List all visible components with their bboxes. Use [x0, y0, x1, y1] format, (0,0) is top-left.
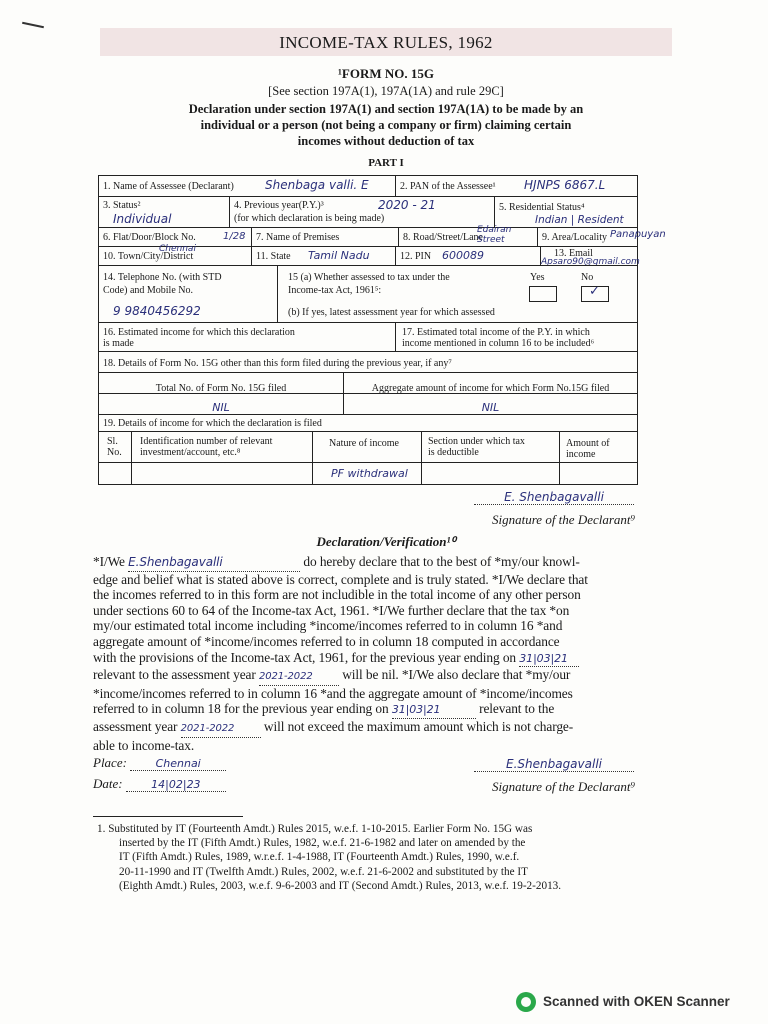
- field-19-label: 19. Details of income for which the declaration is filed: [103, 418, 322, 429]
- field-16-cell: [98, 322, 396, 352]
- field-15a-line-2: Income-tax Act, 1961⁵:: [288, 285, 382, 296]
- field-5-value: Indian | Resident: [535, 214, 624, 226]
- field-1-label: 1. Name of Assessee (Declarant): [103, 181, 234, 192]
- field-10-value: Chennai: [159, 244, 196, 254]
- field-18-col-1-value: NIL: [212, 401, 230, 414]
- verification-line-4: under sections 60 to 64 of the Income-tax Act, 1961. *I/We further declare that the tax *on: [93, 602, 570, 618]
- field-19-col-id: [131, 431, 313, 463]
- field-15a-line-1: 15 (a) Whether assessed to tax under the: [288, 272, 450, 283]
- footnote-line-4: 20-11-1990 and IT (Twelfth Amdt.) Rules, 2002, w.e.f. 21-6-2002 and substituted by the IT: [119, 865, 528, 878]
- field-19-col-sl-2: No.: [107, 447, 122, 458]
- field-2-label: 2. PAN of the Assessee¹: [400, 181, 496, 192]
- verification-body: [93, 554, 665, 753]
- field-4-label: 4. Previous year(P.Y.)³: [234, 200, 324, 211]
- field-8-value: Edairan Street: [477, 225, 512, 245]
- signature-1-handwritten: E. Shenbagavalli: [474, 490, 634, 505]
- field-19-col-nature-label: Nature of income: [329, 438, 399, 449]
- field-12-value: 600089: [442, 249, 484, 262]
- field-10-label: 10. Town/City/District: [103, 251, 194, 262]
- field-15-no-tick: ✓: [589, 284, 600, 299]
- field-7-label: 7. Name of Premises: [256, 232, 340, 243]
- verification-l10-prefix: referred to in column 18 for the previous year ending on: [93, 701, 389, 717]
- verification-l1-suffix: do hereby declare that to the best of *my/our knowl-: [303, 554, 580, 569]
- place-label: Place:: [93, 755, 127, 770]
- field-3-value: Individual: [113, 212, 172, 226]
- field-4-value: 2020 - 21: [378, 198, 436, 212]
- field-19-col-amount-label: Amount of income: [566, 438, 610, 460]
- field-13-cell: [540, 246, 638, 266]
- field-19-nature-value: PF withdrawal: [331, 467, 408, 480]
- verification-line-9: *income/incomes referred to in column 16 *and the aggregate amount of *income/incomes: [93, 685, 573, 701]
- verification-name: E.Shenbagavalli: [128, 555, 300, 572]
- verification-line-10: [93, 701, 665, 719]
- form-table: [98, 175, 666, 485]
- scanner-watermark: [516, 990, 761, 1014]
- field-1-value: Shenbaga valli. E: [265, 178, 369, 192]
- field-18-col-1-label: Total No. of Form No. 15G filed: [155, 383, 287, 394]
- field-6-label: 6. Flat/Door/Block No.: [103, 232, 196, 243]
- field-19-row-id: [131, 462, 313, 485]
- field-19-col-id-2: investment/account, etc.⁸: [140, 447, 241, 458]
- date-label: Date:: [93, 776, 123, 791]
- signature-2-label: Signature of the Declarant⁹: [492, 779, 636, 794]
- field-12-label: 12. PIN: [400, 251, 432, 262]
- field-18-col-2-value-cell: [343, 393, 638, 415]
- field-17-label-2: income mentioned in column 16 to be included⁶: [402, 338, 595, 349]
- footnote-line-2: inserted by the IT (Fifth Amdt.) Rules, 1982, w.e.f. 21-6-1982 and later on amended by the: [119, 837, 526, 850]
- field-9-cell: [537, 227, 666, 247]
- verification-l11-prefix: assessment year: [93, 718, 178, 734]
- field-16-label-2: is made: [103, 338, 134, 349]
- field-8-label: 8. Road/Street/Lane: [403, 232, 483, 243]
- date-row: [93, 776, 226, 792]
- field-19-col-section-2: is deductible: [428, 447, 479, 458]
- field-9-label: 9. Area/Locality: [542, 232, 607, 243]
- footnote-line-5: (Eighth Amdt.) Rules, 2003, w.e.f. 9-6-2003 and IT (Second Amdt.) Rules, 2013, w.e.f. 19-2-2013.: [119, 879, 562, 892]
- form-number: ¹FORM NO. 15G: [338, 66, 434, 81]
- verification-line-8: [93, 667, 665, 686]
- field-18-col-2-header: [343, 372, 638, 394]
- field-7-cell: [251, 227, 399, 247]
- see-section: [See section 197A(1), 197A(1A) and rule 29C]: [268, 84, 504, 98]
- field-15-no-checkbox[interactable]: [581, 286, 609, 302]
- field-14-value: 9 9840456292: [113, 304, 201, 318]
- field-5-label: 5. Residential Status⁴: [499, 202, 585, 213]
- field-8-cell: [398, 227, 538, 247]
- declaration-heading-2: individual or a person (not being a company or firm) claiming certain: [200, 118, 572, 132]
- verification-heading: Declaration/Verification¹⁰: [316, 534, 456, 549]
- field-4-sub: (for which declaration is being made): [234, 213, 385, 224]
- field-18-cell: [98, 351, 638, 373]
- date-value: 14|02|23: [126, 778, 226, 792]
- scanner-label: Scanned with OKEN Scanner: [543, 994, 730, 1009]
- field-18-label: 18. Details of Form No. 15G other than this form filed during the previous year, if any⁷: [103, 358, 452, 369]
- field-11-cell: [251, 246, 396, 266]
- verification-line-11: [93, 719, 665, 738]
- verification-assessment-year-1: 2021-2022: [259, 669, 339, 686]
- place-value: Chennai: [130, 757, 226, 771]
- field-6-value: 1/28: [223, 231, 246, 242]
- field-13-value: Apsaro90@gmail.com: [541, 257, 640, 267]
- footnote: [97, 822, 672, 893]
- field-2-value: HJNPS 6867.L: [524, 178, 606, 192]
- field-14-label-1: 14. Telephone No. (with STD: [103, 272, 222, 283]
- signature-2-handwritten: E.Shenbagavalli: [474, 757, 634, 772]
- field-3-label: 3. Status²: [103, 200, 141, 211]
- field-14-label-2: Code) and Mobile No.: [103, 285, 193, 296]
- field-19-row-sl: [98, 462, 132, 485]
- verification-l1-prefix: *I/We: [93, 554, 125, 569]
- verification-line-1: [93, 554, 665, 572]
- field-15-yes-checkbox[interactable]: [529, 286, 557, 302]
- verification-l8-suffix: will be nil. *I/We also declare that *my/our: [342, 667, 571, 683]
- footnote-line-1: 1. Substituted by IT (Fourteenth Amdt.) Rules 2015, w.e.f. 1-10-2015. Earlier Form No. 15G was: [97, 823, 533, 835]
- field-15-yes-label: Yes: [530, 272, 545, 283]
- declaration-heading-3: incomes without deduction of tax: [297, 134, 475, 148]
- field-15b-label: (b) If yes, latest assessment year for which assessed: [288, 307, 495, 318]
- field-17-cell: [395, 322, 638, 352]
- verification-line-2: edge and belief what is stated above is correct, complete and is truly stated. *I/We declare that: [93, 571, 588, 587]
- field-19-col-nature: [312, 431, 422, 463]
- field-15-cell: [277, 265, 638, 323]
- verification-l10-suffix: relevant to the: [479, 701, 555, 717]
- verification-line-6: aggregate amount of *income/incomes referred to in column 18 computed in accordance: [93, 633, 560, 649]
- field-15-no-label: No: [581, 272, 594, 283]
- field-19-col-sl-1: Sl.: [107, 436, 118, 447]
- field-11-label: 11. State: [256, 251, 291, 262]
- field-11-value: Tamil Nadu: [308, 249, 370, 262]
- field-5-cell: [494, 196, 638, 228]
- field-19-row-section: [421, 462, 560, 485]
- field-18-col-1-value-cell: [98, 393, 344, 415]
- field-19-col-sl: [98, 431, 132, 463]
- field-18-col-2-value: NIL: [481, 401, 500, 414]
- verification-line-5: my/our estimated total income including *income/incomes referred to in column 16 *and: [93, 618, 563, 634]
- field-12-cell: [395, 246, 541, 266]
- signature-1-label: Signature of the Declarant⁹: [492, 512, 636, 527]
- verification-prev-year-end-1: 31|03|21: [519, 651, 579, 668]
- verification-assessment-year-2: 2021-2022: [181, 721, 261, 738]
- field-19-row-amount: [559, 462, 638, 485]
- verification-l8-prefix: relevant to the assessment year: [93, 667, 256, 683]
- field-18-col-2-label: Aggregate amount of income for which Form No.15G filed: [371, 383, 610, 394]
- declaration-heading-1: Declaration under section 197A(1) and section 197A(1A) to be made by an: [188, 102, 584, 116]
- field-19-col-id-1: Identification number of relevant: [140, 436, 273, 447]
- verification-l7-text: with the provisions of the Income-tax Act, 1961, for the previous year ending on: [93, 649, 517, 665]
- field-9-value: Panapuyan: [610, 229, 666, 240]
- field-4-cell: [229, 196, 495, 228]
- verification-prev-year-end-2: 31|03|21: [392, 702, 476, 719]
- place-row: [93, 755, 226, 771]
- verification-line-7: [93, 650, 665, 668]
- field-2-cell: [395, 175, 638, 197]
- verification-l11-suffix: will not exceed the maximum amount which is not charge-: [263, 718, 574, 734]
- field-14-cell: [98, 265, 278, 323]
- part-label: PART I: [368, 157, 404, 169]
- stray-mark: [22, 22, 44, 29]
- field-16-label-1: 16. Estimated income for which this declaration: [103, 327, 295, 338]
- field-13-label: 13. Email: [554, 248, 593, 259]
- field-19-col-section: [421, 431, 560, 463]
- field-1-cell: [98, 175, 396, 197]
- footnote-rule: [93, 816, 243, 817]
- field-17-label-1: 17. Estimated total income of the P.Y. in which: [402, 327, 590, 338]
- field-18-col-1-header: [98, 372, 344, 394]
- field-19-col-section-1: Section under which tax: [428, 436, 525, 447]
- page-title: INCOME-TAX RULES, 1962: [279, 33, 493, 52]
- verification-line-3: the incomes referred to in this form are not includible in the total income of any other person: [93, 587, 581, 603]
- field-3-cell: [98, 196, 230, 228]
- field-19-col-amount: [559, 431, 638, 463]
- field-19-cell: [98, 414, 638, 432]
- field-19-row-nature: [312, 462, 422, 485]
- verification-line-12: able to income-tax.: [93, 737, 195, 753]
- footnote-line-3: IT (Fifth Amdt.) Rules, 1989, w.r.e.f. 1-4-1988, IT (Fourteenth Amdt.) Rules, 1990, w.e.f.: [119, 851, 520, 864]
- scanner-logo-icon: [516, 992, 536, 1012]
- field-10-cell: [98, 246, 252, 266]
